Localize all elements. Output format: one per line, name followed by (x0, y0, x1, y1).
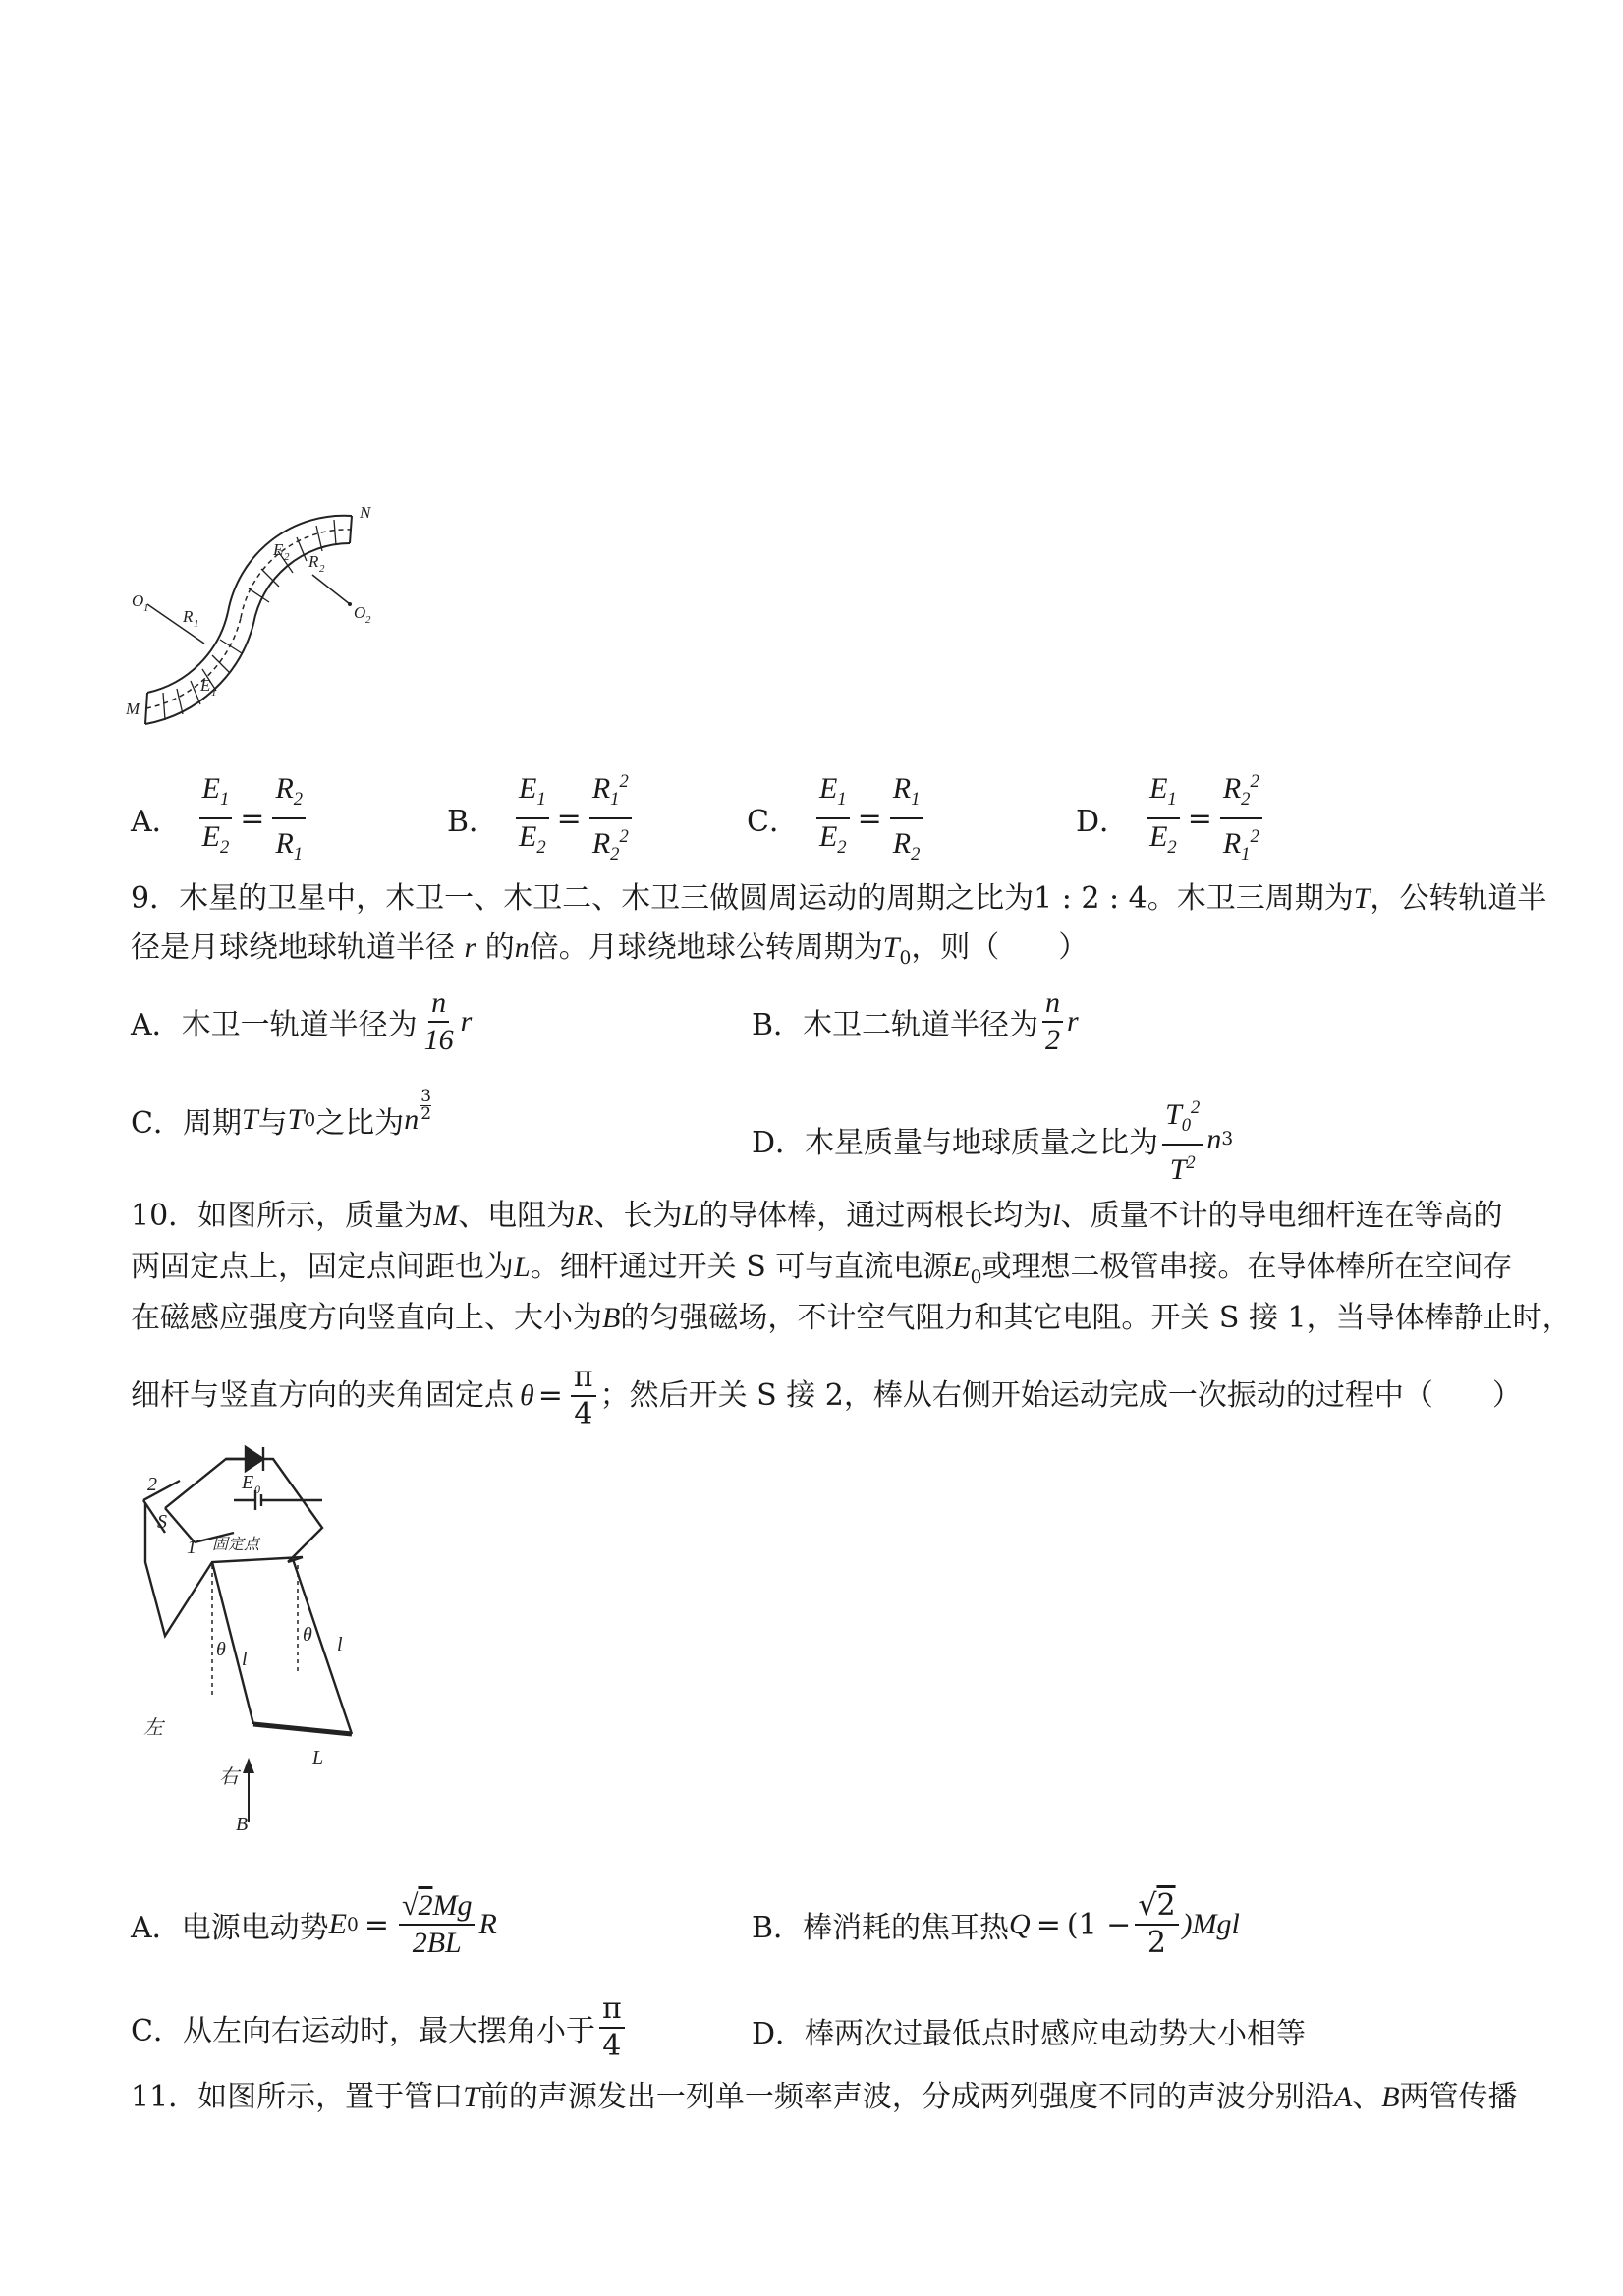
q9-T: T (1353, 882, 1371, 915)
label-1: 1 (187, 1537, 196, 1558)
q9-stem-line2 (131, 928, 1088, 979)
denominator: 2BL (412, 1927, 462, 1959)
fraction (199, 771, 233, 866)
sup: 2 (1186, 1152, 1196, 1173)
q10-option-d[interactable] (752, 2009, 1306, 2052)
label-M: M (126, 700, 140, 718)
fraction (421, 985, 457, 1058)
denominator: 4 (574, 1397, 593, 1431)
fraction (599, 1991, 625, 2064)
label-B: B (236, 1814, 249, 1835)
numerator (516, 771, 549, 819)
R: R (1222, 827, 1242, 860)
label-E0-sub: 0 (254, 1483, 260, 1496)
sup: 2 (619, 771, 629, 792)
label-theta-left: θ (216, 1639, 226, 1660)
sub: 2 (837, 837, 847, 858)
exponent-fraction (420, 1086, 432, 1124)
q9-text: 径是月球绕地球轨道半径 (131, 930, 455, 965)
sup: 2 (1250, 771, 1259, 792)
label-R1-sub: 1 (194, 618, 199, 630)
q10-theta: θ (520, 1379, 534, 1412)
fraction (272, 764, 306, 872)
tail: )Mgl (1182, 1908, 1240, 1940)
label-theta-right: θ (303, 1624, 312, 1646)
label-O1: O (132, 591, 144, 610)
E: E (519, 820, 537, 853)
numerator (1162, 1091, 1203, 1146)
fraction (1220, 764, 1262, 872)
R: R (478, 1908, 497, 1940)
denominator (589, 819, 632, 872)
q10-l: l (1052, 1200, 1061, 1232)
label-fixed-point: 固定点 (212, 1537, 260, 1553)
fraction (589, 764, 632, 872)
q10-M: M (433, 1200, 459, 1232)
E: E (818, 820, 838, 853)
q10-text: 细杆与竖直方向的夹角固定点 (131, 1378, 514, 1413)
label-l-left: l (242, 1649, 248, 1670)
eq: = (240, 801, 265, 836)
q10-option-d-label: D．棒两次过最低点时感应电动势大小相等 (752, 2017, 1307, 2051)
E: E (519, 772, 537, 805)
q10-option-c-label: C．从左向右运动时，最大摆角小于 (131, 2014, 595, 2048)
q8-option-c[interactable] (747, 764, 926, 872)
label-S: S (157, 1511, 167, 1533)
q10-B: B (602, 1302, 621, 1334)
numerator: π (599, 1991, 625, 2029)
q11-text: 前的声源发出一列单一频率声波，分成两列强度不同的声波分别沿 (478, 2080, 1334, 2114)
q10-text: 在磁感应强度方向竖直向上、大小为 (131, 1301, 602, 1335)
sup: 2 (619, 826, 629, 847)
denominator (272, 819, 306, 872)
numerator (272, 764, 306, 819)
q9-option-c-T0-sub: 0 (304, 1109, 316, 1131)
denominator (1220, 819, 1262, 872)
fraction (399, 1888, 475, 1961)
q9-option-c-T0: T (287, 1103, 305, 1136)
q9-text: ，则（ ） (911, 930, 1089, 965)
numerator (816, 771, 850, 819)
q9-text: ，公转轨道半 (1370, 881, 1547, 916)
numerator (1147, 771, 1180, 819)
sup: 2 (1191, 1097, 1201, 1118)
R: R (275, 827, 294, 860)
exponent-num: 3 (420, 1086, 432, 1106)
denominator: 2 (1045, 1024, 1061, 1056)
sub: 1 (1167, 789, 1177, 810)
q10-text: ；然后开关 S 接 2，棒从右侧开始运动完成一次振动的过程中（ ） (599, 1378, 1522, 1413)
numerator (890, 764, 923, 819)
denominator (816, 819, 850, 866)
numerator: n (1042, 985, 1063, 1023)
label-l-right: l (337, 1634, 343, 1655)
Mg: Mg (432, 1889, 473, 1922)
q9-option-b-r: r (1067, 1005, 1079, 1037)
q10-option-a[interactable] (131, 1888, 497, 1961)
sub: 2 (293, 789, 304, 810)
sub: 2 (911, 844, 921, 865)
q9-text: 倍。月球绕地球公转周期为 (529, 930, 883, 965)
q10-text: 。细杆通过开关 S 可与直流电源 (530, 1250, 953, 1284)
denominator: 16 (423, 1024, 454, 1056)
R: R (591, 772, 611, 805)
q9-option-d-exp: 3 (1221, 1129, 1234, 1149)
q9-option-a-r: r (460, 1005, 473, 1037)
R: R (1222, 772, 1242, 805)
q8-option-a[interactable] (131, 764, 309, 872)
sub: 2 (536, 837, 546, 858)
q10-text: 或理想二极管串接。在导体棒所在空间存 (981, 1250, 1513, 1284)
numerator (589, 764, 632, 819)
q11-text: 两管传播 (1399, 2080, 1518, 2114)
fraction (1135, 1888, 1178, 1961)
q10-option-c[interactable] (131, 1991, 629, 2064)
q9-text: 9．木星的卫星中，木卫一、木卫二、木卫三做圆周运动的周期之比为 (131, 881, 1035, 916)
label-left: 左 (143, 1717, 163, 1739)
label-E0: E (242, 1472, 254, 1493)
q9-text: 的 (484, 930, 515, 965)
q11-B: B (1381, 2081, 1400, 2113)
R: R (591, 827, 611, 860)
label-N: N (360, 503, 371, 522)
label-E2: E (273, 540, 284, 559)
E: E (1149, 820, 1168, 853)
q10-text: 、长为 (593, 1199, 683, 1233)
option-label: D． (1076, 805, 1130, 839)
q9-option-c[interactable] (131, 1086, 432, 1142)
q9-ratio: 1 : 2 : 4 (1034, 881, 1147, 916)
option-label: B． (447, 805, 499, 839)
numerator (199, 771, 233, 819)
sub: 1 (837, 789, 847, 810)
root: 2 (418, 1889, 433, 1922)
figure-q10-pendulum-circuit (126, 1439, 381, 1852)
sub: 1 (536, 789, 546, 810)
eq: = (1035, 1907, 1061, 1942)
q8-option-d[interactable] (1076, 764, 1266, 872)
numerator: √2 (1135, 1888, 1178, 1926)
sub: 0 (1181, 1115, 1192, 1136)
q9-option-c-text: 之比为 (315, 1106, 405, 1141)
q11-text: 、 (1352, 2080, 1382, 2114)
denominator (890, 819, 923, 872)
label-O1-sub: 1 (143, 602, 149, 614)
label-L: L (312, 1747, 324, 1768)
fraction (1162, 1091, 1203, 1188)
label-R1: R (183, 607, 194, 626)
eq: = (364, 1907, 389, 1942)
root: 2 (1156, 1888, 1176, 1923)
figure-q8-s-channel (126, 496, 391, 737)
R: R (892, 827, 912, 860)
q9-option-c-T: T (241, 1103, 258, 1136)
E: E (201, 772, 220, 805)
fraction (516, 771, 549, 866)
q9-option-a-label: A．木卫一轨道半径为 (131, 1008, 418, 1042)
q9-option-b[interactable] (752, 985, 1079, 1058)
sub: 2 (1167, 837, 1177, 858)
numerator (1220, 764, 1262, 819)
sub: 1 (610, 789, 620, 810)
q9-option-d-label: D．木星质量与地球质量之比为 (752, 1125, 1159, 1160)
q10-L: L (514, 1251, 531, 1283)
label-R2-sub: 2 (319, 563, 325, 575)
exponent-den: 2 (420, 1103, 432, 1124)
q10-eq: = (537, 1378, 563, 1413)
q11-A: A (1333, 2081, 1353, 2113)
q10-option-b[interactable] (752, 1888, 1240, 1961)
q10-option-a-label: A．电源电动势 (131, 1911, 329, 1945)
q9-option-b-label: B．木卫二轨道半径为 (752, 1008, 1039, 1042)
eq: = (556, 801, 582, 836)
q9-text: 。木卫三周期为 (1147, 881, 1354, 916)
q10-stem-line4 (131, 1360, 1522, 1432)
q9-stem-line1 (131, 879, 1546, 919)
q9-option-c-text: 与 (257, 1106, 288, 1141)
q10-option-b-label: B．棒消耗的焦耳热 (752, 1911, 1010, 1945)
fraction (890, 764, 923, 872)
q10-R: R (576, 1200, 594, 1232)
denominator: 2 (1147, 1926, 1166, 1960)
q10-text: 两固定点上，固定点间距也为 (131, 1250, 514, 1284)
option-label: A． (131, 805, 182, 839)
fraction (1147, 771, 1180, 866)
T: T (1169, 1153, 1187, 1186)
T: T (1165, 1098, 1182, 1131)
E-sub: 0 (347, 1914, 359, 1935)
q9-r: r (464, 931, 476, 964)
q10-text: 、电阻为 (458, 1199, 577, 1233)
q9-T0-sub: 0 (899, 948, 912, 969)
sub: 2 (1241, 789, 1251, 810)
R: R (275, 772, 294, 805)
fraction (1042, 985, 1063, 1058)
q11-T: T (463, 2081, 479, 2113)
label-O2: O (354, 603, 366, 622)
sub: 2 (610, 844, 620, 865)
E: E (328, 1908, 347, 1940)
fraction (571, 1360, 596, 1432)
sup: 2 (1250, 826, 1259, 847)
denominator: 4 (602, 2029, 622, 2063)
sub: 1 (220, 789, 230, 810)
q10-stem-line1 (131, 1197, 1503, 1236)
q10-E-sub: 0 (970, 1267, 982, 1288)
q9-option-d-n: n (1206, 1122, 1222, 1155)
pre: (1 − (1066, 1907, 1132, 1942)
denominator (199, 819, 233, 866)
eq: = (857, 801, 882, 836)
q8-option-b[interactable] (447, 764, 636, 872)
label-O2-sub: 2 (365, 614, 371, 626)
denominator (1167, 1146, 1199, 1188)
q11-stem-line1 (131, 2078, 1518, 2117)
q9-n: n (514, 931, 530, 964)
q10-stem-line3 (131, 1299, 1572, 1338)
q9-option-c-label: C．周期 (131, 1106, 242, 1141)
label-R2: R (308, 552, 319, 571)
q10-text: 的导体棒，通过两根长均为 (699, 1199, 1053, 1233)
q9-T0: T (882, 931, 900, 964)
denominator (1147, 819, 1180, 866)
E: E (818, 772, 838, 805)
q10-text: 的匀强磁场，不计空气阻力和其它电阻。开关 S 接 1，当导体棒静止时， (620, 1301, 1572, 1335)
q10-text: 、质量不计的导电细杆连在等高的 (1060, 1199, 1503, 1233)
q9-option-d[interactable] (752, 1091, 1233, 1188)
numerator: π (571, 1360, 596, 1397)
label-right: 右 (219, 1766, 239, 1788)
q9-option-a[interactable] (131, 985, 472, 1058)
E: E (201, 820, 220, 853)
q10-L: L (682, 1200, 700, 1232)
eq: = (1187, 801, 1212, 836)
label-E1: E (200, 676, 211, 695)
numerator: √2Mg (399, 1888, 475, 1926)
label-E2-sub: 2 (284, 551, 290, 563)
q10-E: E (952, 1251, 971, 1283)
q11-text: 11．如图所示，置于管口 (131, 2080, 464, 2114)
q10-stem-line2 (131, 1248, 1512, 1298)
sub: 1 (293, 844, 304, 865)
sub: 2 (220, 837, 230, 858)
numerator: n (428, 985, 449, 1023)
q9-option-c-n: n (404, 1103, 420, 1136)
Q: Q (1009, 1908, 1031, 1940)
sub: 1 (1241, 844, 1251, 865)
denominator (516, 819, 549, 866)
sub: 1 (911, 789, 921, 810)
R: R (892, 772, 912, 805)
label-E1-sub: 1 (211, 687, 217, 699)
q10-text: 10．如图所示，质量为 (131, 1199, 434, 1233)
fraction (816, 771, 850, 866)
option-label: C． (747, 805, 799, 839)
E: E (1149, 772, 1168, 805)
label-2: 2 (147, 1474, 157, 1495)
